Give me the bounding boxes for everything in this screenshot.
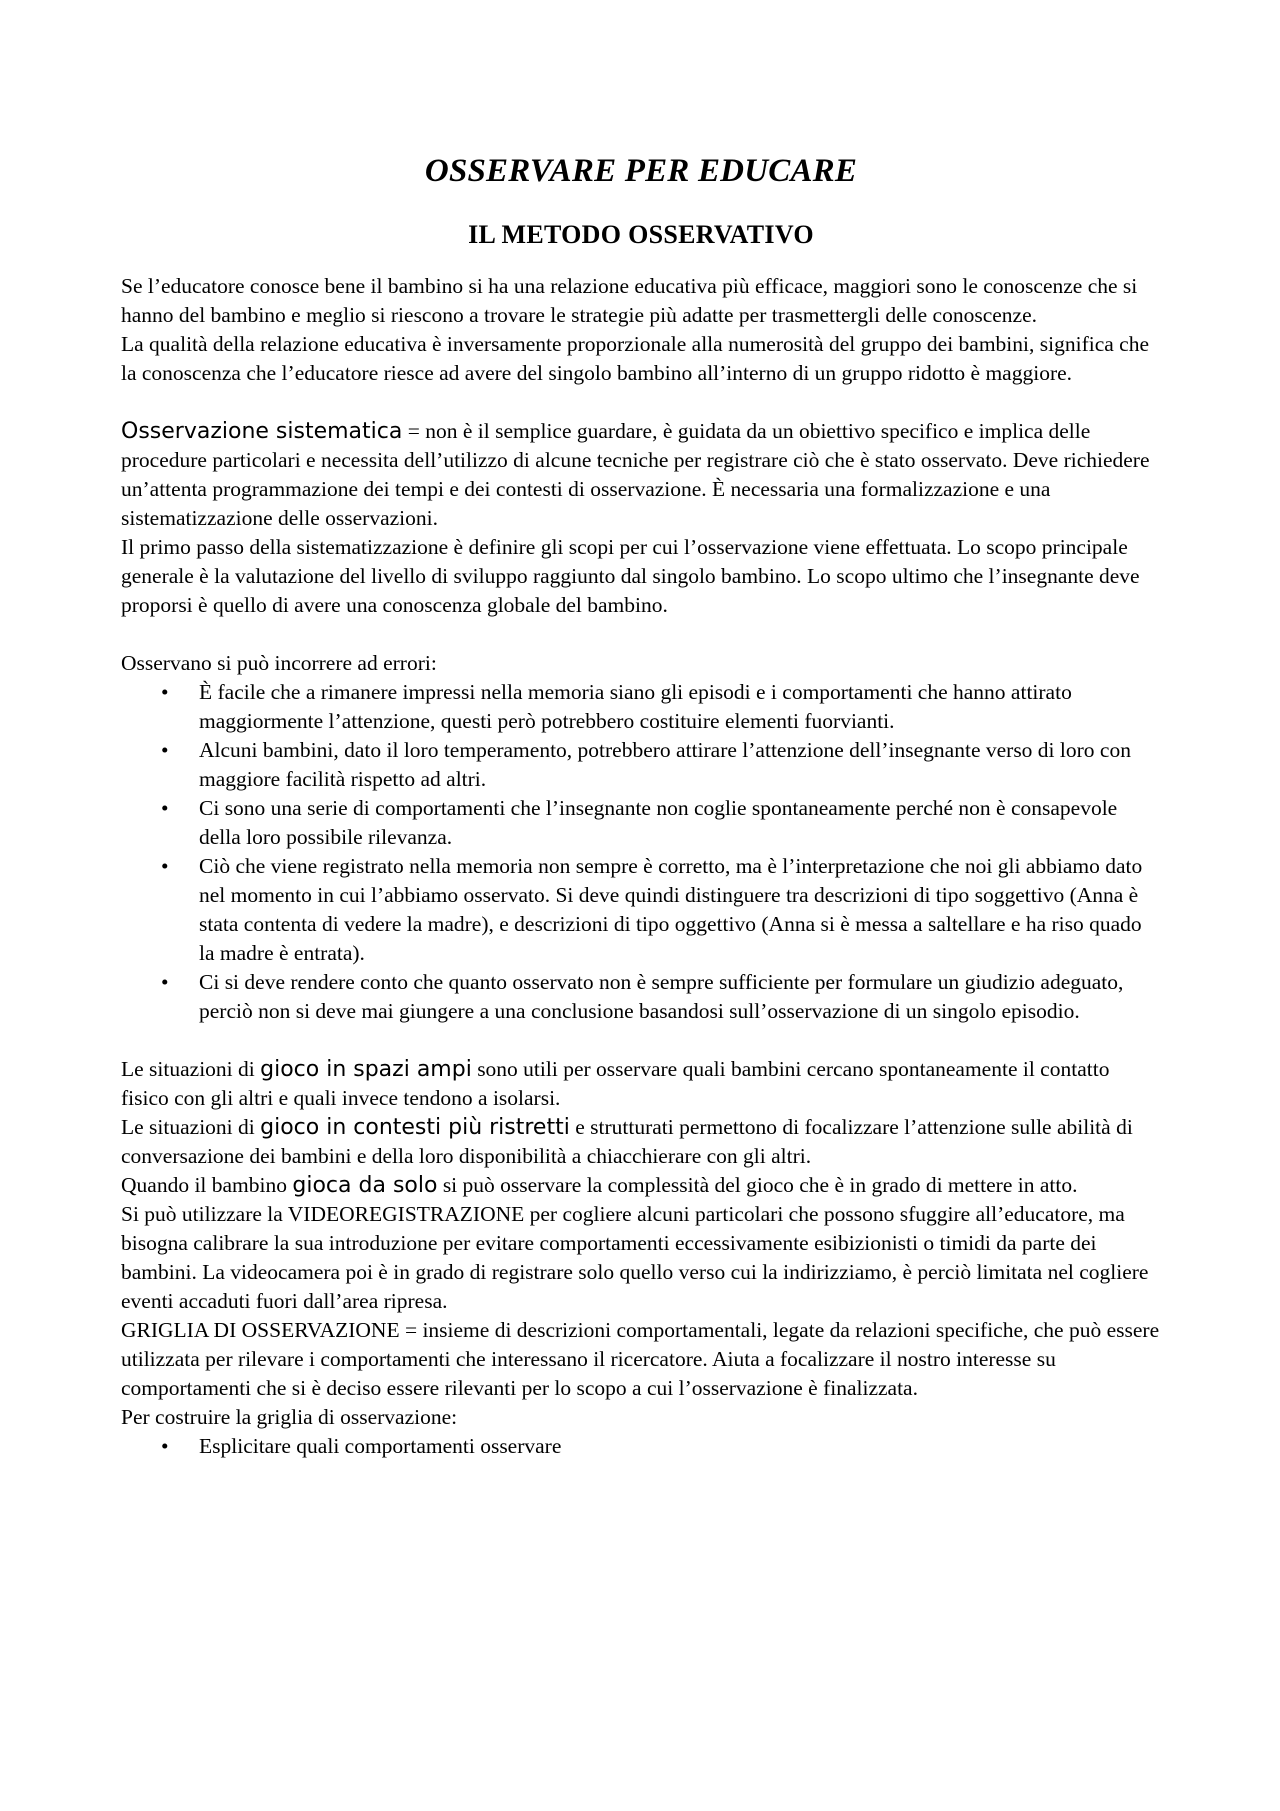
systematic-definition: = non è il semplice guardare, è guidata da un obiettivo specifico e implica delle procedure particolari e necessita dell’utilizzo di alcune tecniche per registrare ciò che è stato osservato. Deve richiedere un’attenta programmazione dei tempi e dei contesti di osservazione. È necessaria una formalizzazione e una sistematizzazione delle osservazioni. [121, 419, 1150, 530]
list-item [121, 852, 1161, 968]
situation-2-term: gioco in contesti più ristretti [260, 1115, 570, 1140]
errors-section [121, 649, 1161, 1026]
situation-2-pre: Le situazioni di [121, 1115, 261, 1139]
situation-paragraph-1 [121, 1055, 1161, 1113]
list-item-text: Esplicitare quali comportamenti osservare [199, 1434, 562, 1458]
grid-paragraph: GRIGLIA DI OSSERVAZIONE = insieme di descrizioni comportamentali, legate da relazioni specifiche, che può essere utilizzata per rilevare i comportamenti che interessano il ricercatore. Aiuta a focalizzare il nostro interesse su comportamenti che si è deciso essere rilevanti per lo scopo a cui l’osservazione è finalizzata. [121, 1318, 1160, 1400]
list-item [121, 736, 1161, 794]
situation-paragraph-3 [121, 1171, 1161, 1200]
situation-paragraph-2 [121, 1113, 1161, 1171]
situation-1-term: gioco in spazi ampi [260, 1057, 472, 1082]
list-item [121, 678, 1161, 736]
situation-3-post: si può osservare la complessità del gioco che è in grado di mettere in atto. [437, 1173, 1078, 1197]
bullet-icon: • [161, 796, 169, 820]
bullet-icon: • [161, 970, 169, 994]
list-item-text: Ciò che viene registrato nella memoria non sempre è corretto, ma è l’interpretazione che noi gli abbiamo dato nel momento in cui l’abbiamo osservato. Si deve quindi distinguere tra descrizioni di tipo soggettivo (Anna è stata contenta di vedere la madre), e descrizioni di tipo oggettivo (Anna si è messa a saltellare e ha riso quado la madre è entrata). [199, 854, 1143, 965]
list-item-text: Alcuni bambini, dato il loro temperamento, potrebbero attirare l’attenzione dell’insegnante verso di loro con maggiore facilità rispetto ad altri. [199, 738, 1131, 791]
intro-paragraph-2: La qualità della relazione educativa è inversamente proporzionale alla numerosità del gruppo dei bambini, significa che la conoscenza che l’educatore riesce ad avere del singolo bambino all’interno di un gruppo ridotto è maggiore. [121, 332, 1150, 385]
intro-section [121, 272, 1161, 388]
errors-intro: Osservano si può incorrere ad errori: [121, 651, 437, 675]
situation-2-post: e strutturati permettono di focalizzare l’attenzione sulle abilità di conversazione dei bambini e della loro disponibilità a chiacchierare con gli altri. [121, 1115, 1133, 1168]
list-item-text: Ci sono una serie di comportamenti che l’insegnante non coglie spontaneamente perché non è consapevole della loro possibile rilevanza. [199, 796, 1118, 849]
bullet-icon: • [161, 1434, 169, 1458]
list-item-text: Ci si deve rendere conto che quanto osservato non è sempre sufficiente per formulare un giudizio adeguato, perciò non si deve mai giungere a una conclusione basandosi sull’osservazione di un singolo episodio. [199, 970, 1124, 1023]
situation-1-pre: Le situazioni di [121, 1057, 261, 1081]
list-item [121, 1432, 1161, 1461]
list-item [121, 968, 1161, 1026]
video-paragraph: Si può utilizzare la VIDEOREGISTRAZIONE per cogliere alcuni particolari che possono sfuggire all’educatore, ma bisogna calibrare la sua introduzione per evitare comportamenti eccessivamente esibizionisti o timidi da parte dei bambini. La videocamera poi è in grado di registrare solo quello verso cui la indirizziamo, è perciò limitata nel cogliere eventi accaduti fuori dall’area ripresa. [121, 1202, 1149, 1313]
systematic-term: Osservazione sistematica [121, 419, 403, 444]
build-intro: Per costruire la griglia di osservazione: [121, 1405, 458, 1429]
systematic-paragraph-2: Il primo passo della sistematizzazione è definire gli scopi per cui l’osservazione viene effettuata. Lo scopo principale generale è la valutazione del livello di sviluppo raggiunto dal singolo bambino. Lo scopo ultimo che l’insegnante deve proporsi è quello di avere una conoscenza globale del bambino. [121, 535, 1140, 617]
document-title: OSSERVARE PER EDUCARE [424, 153, 858, 189]
errors-list [121, 678, 1161, 1026]
systematic-section [121, 417, 1161, 620]
document-page [121, 140, 1161, 1461]
list-item-text: È facile che a rimanere impressi nella memoria siano gli episodi e i comportamenti che hanno attirato maggiormente l’attenzione, questi però potrebbero costituire elementi fuorvianti. [199, 680, 1072, 733]
bullet-icon: • [161, 854, 169, 878]
list-item [121, 794, 1161, 852]
situations-section [121, 1055, 1161, 1461]
bullet-icon: • [161, 680, 169, 704]
situation-1-post: sono utili per osservare quali bambini cercano spontaneamente il contatto fisico con gli altri e quali invece tendono a isolarsi. [121, 1057, 1110, 1110]
build-list [121, 1432, 1161, 1461]
document-subtitle: IL METODO OSSERVATIVO [468, 220, 814, 249]
systematic-paragraph [121, 417, 1161, 533]
situation-3-term: gioca da solo [292, 1173, 438, 1198]
situation-3-pre: Quando il bambino [121, 1173, 293, 1197]
intro-paragraph-1: Se l’educatore conosce bene il bambino si ha una relazione educativa più efficace, maggiori sono le conoscenze che si hanno del bambino e meglio si riescono a trovare le strategie più adatte per trasmettergli delle conoscenze. [121, 274, 1138, 327]
bullet-icon: • [161, 738, 169, 762]
